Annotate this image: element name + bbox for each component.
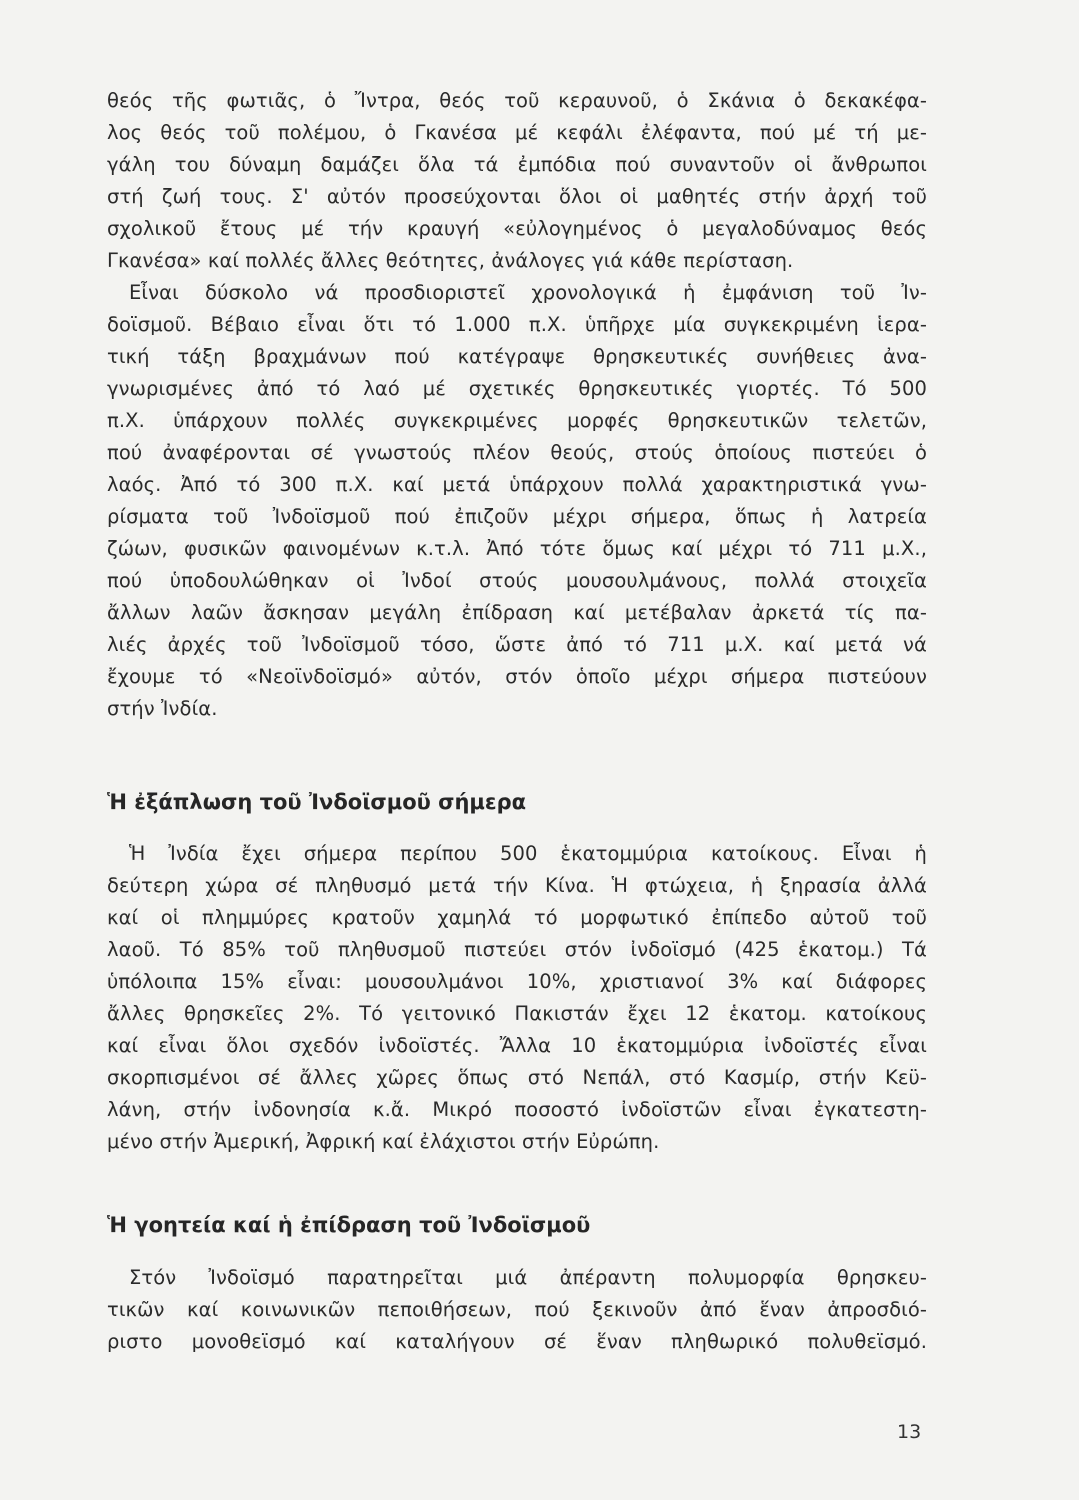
text-line: Στόν Ἰνδοϊσμό παρατηρεῖται μιά ἀπέραντη πολυμορφία θρησκευ-: [129, 1266, 927, 1289]
text-line: δεύτερη χώρα σέ πληθυσμό μετά τήν Κίνα. Ἡ φτώχεια, ἡ ξηρασία ἀλλά: [107, 874, 927, 897]
section-1-paragraph: [107, 838, 927, 1158]
text-line: ἄλλες θρησκεῖες 2%. Τό γειτονικό Πακιστάν ἔχει 12 ἑκατομ. κατοίκους: [107, 1002, 927, 1025]
text-line: μένο στήν Ἀμερική, Ἀφρική καί ἐλάχιστοι στήν Εὐρώπη.: [107, 1130, 660, 1153]
text-line: ζώων, φυσικῶν φαινομένων κ.τ.λ. Ἀπό τότε ὅμως καί μέχρι τό 711 μ.Χ.,: [107, 537, 927, 560]
text-line: θεός τῆς φωτιᾶς, ὁ Ἴντρα, θεός τοῦ κεραυνοῦ, ὁ Σκάνια ὁ δεκακέφα-: [107, 89, 927, 112]
text-line: λάνη, στήν ἰνδονησία κ.ἄ. Μικρό ποσοστό ἰνδοϊστῶν εἶναι ἐγκατεστη-: [107, 1098, 927, 1121]
text-line: γάλη του δύναμη δαμάζει ὅλα τά ἐμπόδια πού συναντοῦν οἱ ἄνθρωποι: [107, 153, 927, 176]
text-line: τική τάξη βραχμάνων πού κατέγραψε θρησκευτικές συνήθειες ἀνα-: [107, 345, 927, 368]
section-heading: Ἡ ἐξάπλωση τοῦ Ἰνδοϊσμοῦ σήμερα: [107, 790, 527, 814]
text-line: λος θεός τοῦ πολέμου, ὁ Γκανέσα μέ κεφάλι ἐλέφαντα, πού μέ τή με-: [107, 121, 927, 144]
text-line: τικῶν καί κοινωνικῶν πεποιθήσεων, πού ξεκινοῦν ἀπό ἕναν ἀπροσδιό-: [107, 1298, 927, 1321]
text-line: ἔχουμε τό «Νεοϊνδοϊσμό» αὐτόν, στόν ὁποῖο μέχρι σήμερα πιστεύουν: [107, 665, 927, 688]
text-line: ρίσματα τοῦ Ἰνδοϊσμοῦ πού ἐπιζοῦν μέχρι σήμερα, ὅπως ἡ λατρεία: [107, 505, 927, 528]
text-line: πού ὑποδουλώθηκαν οἱ Ἰνδοί στούς μουσουλμάνους, πολλά στοιχεῖα: [107, 569, 927, 592]
text-line: Ἡ Ἰνδία ἔχει σήμερα περίπου 500 ἑκατομμύρια κατοίκους. Εἶναι ἡ: [129, 842, 927, 865]
text-line: Εἶναι δύσκολο νά προσδιοριστεῖ χρονολογικά ἡ ἐμφάνιση τοῦ Ἰν-: [129, 281, 927, 304]
text-line: καί εἶναι ὅλοι σχεδόν ἰνδοϊστές. Ἄλλα 10 ἑκατομμύρια ἰνδοϊστές εἶναι: [107, 1034, 927, 1057]
text-line: καί οἱ πλημμύρες κρατοῦν χαμηλά τό μορφωτικό ἐπίπεδο αὐτοῦ τοῦ: [107, 906, 927, 929]
text-line: λαός. Ἀπό τό 300 π.Χ. καί μετά ὑπάρχουν πολλά χαρακτηριστικά γνω-: [107, 473, 927, 496]
text-line: δοϊσμοῦ. Βέβαιο εἶναι ὅτι τό 1.000 π.Χ. ὑπῆρχε μία συγκεκριμένη ἱερα-: [107, 313, 927, 336]
text-line: λαοῦ. Τό 85% τοῦ πληθυσμοῦ πιστεύει στόν ἰνδοϊσμό (425 ἑκατομ.) Τά: [107, 938, 927, 961]
text-line: σκορπισμένοι σέ ἄλλες χῶρες ὅπως στό Νεπάλ, στό Κασμίρ, στήν Κεϋ-: [107, 1066, 927, 1089]
text-line: ριστο μονοθεϊσμό καί καταλήγουν σέ ἕναν πληθωρικό πολυθεϊσμό.: [107, 1330, 927, 1353]
text-line: ὑπόλοιπα 15% εἶναι: μουσουλμάνοι 10%, χριστιανοί 3% καί διάφορες: [107, 970, 927, 993]
text-line: π.Χ. ὑπάρχουν πολλές συγκεκριμένες μορφές θρησκευτικῶν τελετῶν,: [107, 409, 927, 432]
intro-paragraphs: [107, 85, 927, 725]
text-line: στή ζωή τους. Σ' αὐτόν προσεύχονται ὅλοι οἱ μαθητές στήν ἀρχή τοῦ: [107, 185, 927, 208]
text-line: γνωρισμένες ἀπό τό λαό μέ σχετικές θρησκευτικές γιορτές. Τό 500: [107, 377, 927, 400]
text-line: σχολικοῦ ἔτους μέ τήν κραυγή «εὐλογημένος ὁ μεγαλοδύναμος θεός: [107, 217, 927, 240]
text-line: στήν Ἰνδία.: [107, 697, 218, 720]
text-line: πού ἀναφέρονται σέ γνωστούς πλέον θεούς, στούς ὁποίους πιστεύει ὁ: [107, 441, 927, 464]
text-line: ἄλλων λαῶν ἄσκησαν μεγάλη ἐπίδραση καί μετέβαλαν ἀρκετά τίς πα-: [107, 601, 927, 624]
section-heading: Ἡ γοητεία καί ἡ ἐπίδραση τοῦ Ἰνδοϊσμοῦ: [107, 1213, 591, 1237]
section-2-paragraph: [107, 1262, 927, 1358]
text-line: λιές ἀρχές τοῦ Ἰνδοϊσμοῦ τόσο, ὥστε ἀπό τό 711 μ.Χ. καί μετά νά: [107, 633, 927, 656]
page-number: 13: [897, 1421, 922, 1443]
text-line: Γκανέσα» καί πολλές ἄλλες θεότητες, ἀνάλογες γιά κάθε περίσταση.: [107, 249, 794, 272]
